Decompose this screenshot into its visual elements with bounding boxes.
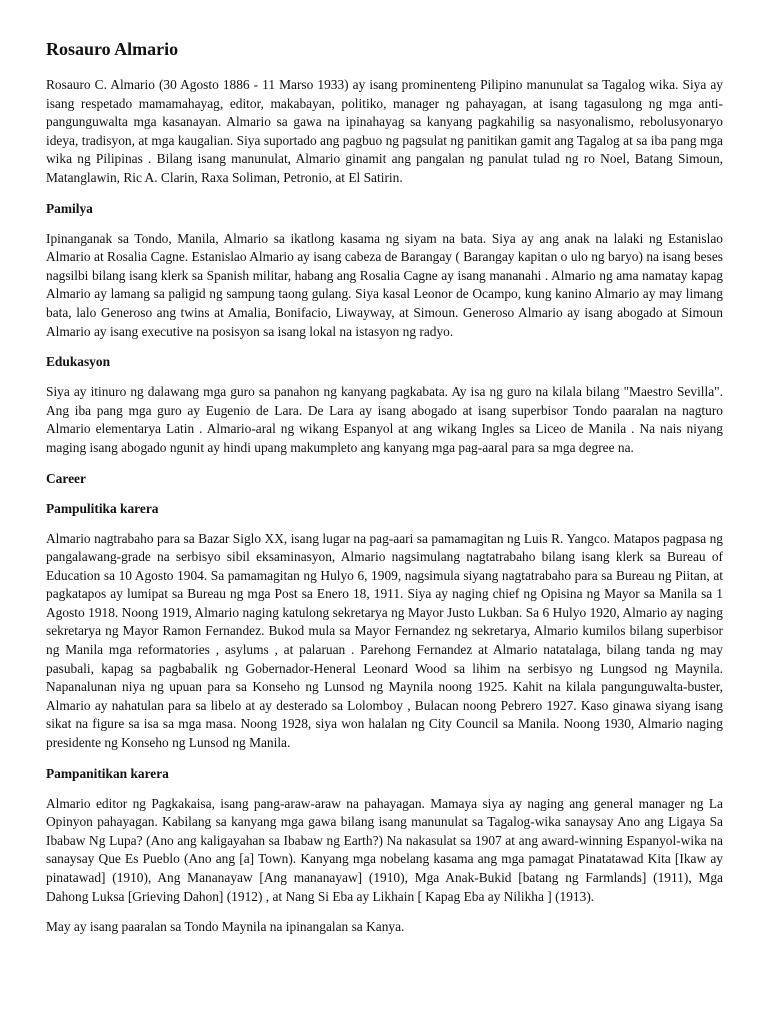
- closing-paragraph: May ay isang paaralan sa Tondo Maynila na ipinangalan sa Kanya.: [46, 919, 405, 935]
- section-heading-pamilya: Pamilya: [46, 200, 93, 216]
- section-heading-pampanitikan-karera: Pampanitikan karera: [46, 765, 169, 781]
- pampulitika-karera-paragraph: Almario nagtrabaho para sa Bazar Siglo XX, isang lugar na pag-aari sa pamamagitan ng Luis R. Yangco. Matapos pagpasa ng pangalawang-grade na serbisyo sibil eksaminasyon, Almario nagsimulang nagtatrabaho bilang isang klerk sa Bureau of Education sa 10 Agosto 1904. Sa pamamagitan ng Hulyo 6, 1909, nagsimula siyang nagtatrabaho para sa Bureau ng Piitan, at pagkatapos ay lumipat sa Bureau ng mga Post sa Enero 18, 1911. Siya ay naging chief ng Opisina ng Mayor sa Manila sa 1 Agosto 1918. Noong 1919, Almario naging katulong sekretarya ng Mayor Justo Lukban. Sa 6 Hulyo 1920, Almario ay naging sekretarya ng Mayor Ramon Fernandez. Bukod mula sa Mayor Fernandez ng sekretarya, Almario kumilos bilang superbisor ng Manila mga reformatories , asylums , at palaruan . Parehong Fernandez at Almario natatalaga, bilang tanda ng may pasubali, kapag sa pagbabalik ng Gobernador-Heneral Leonard Wood sa lihim na serbisyo ng Lungsod ng Maynila. Napanalunan niya ng upuan para sa Konseho ng Lunsod ng Maynila noong 1925. Kahit na kilala pangunguwalta-buster, Almario ay nahatulan para sa libelo at ay desterado sa Lolomboy , Bulacan noong Pebrero 1927. Kaso ginawa siyang isang sikat na figure sa isa sa mga masa. Noong 1928, siya won halalan ng City Council sa Manila. Noong 1930, Almario naging presidente ng Konseho ng Lunsod ng Manila.: [46, 530, 723, 751]
- document-page: [46, 38, 723, 949]
- section-heading-pampulitika-karera: Pampulitika karera: [46, 500, 159, 516]
- document-title: Rosauro Almario: [46, 39, 179, 59]
- intro-paragraph: Rosauro C. Almario (30 Agosto 1886 - 11 Marso 1933) ay isang prominenteng Pilipino manunulat sa Tagalog wika. Siya ay isang respetado mamamahayag, editor, makabayan, politiko, manager ng pahayagan, at isang tagasulong ng mga anti-pangunguwalta mga kasanayan. Almario sa gawa na ipinahayag sa kanyang pagkahilig sa nasyonalismo, rebolusyonaryo ideya, tradisyon, at mga kaugalian. Siya suportado ang pagbuo ng pagsulat ng panitikan gamit ang Tagalog at sa iba pang mga wika ng Pilipinas . Bilang isang manunulat, Almario ginamit ang pangalan ng panulat tulad ng ro Noel, Batang Simoun, Matanglawin, Ric A. Clarin, Raxa Soliman, Petronio, at El Satirin.: [46, 77, 723, 185]
- edukasyon-paragraph: Siya ay itinuro ng dalawang mga guro sa panahon ng kanyang pagkabata. Ay isa ng guro na kilala bilang "Maestro Sevilla". Ang iba pang mga guro ay Eugenio de Lara. De Lara ay isang abogado at isang superbisor Tondo paaralan na nagturo Almario elementarya Latin . Almario-aral ng wikang Espanyol at ang wikang Ingles sa Liceo de Manila . Na nais niyang maging isang abogado ngunit ay hindi upang makumpleto ang kanyang mga pag-aaral para sa mga degree na.: [46, 384, 723, 455]
- section-heading-career: Career: [46, 470, 86, 486]
- pampanitikan-karera-paragraph: Almario editor ng Pagkakaisa, isang pang-araw-araw na pahayagan. Mamaya siya ay naging ang general manager ng La Opinyon pahayagan. Kabilang sa kanyang mga gawa bilang isang manunulat sa Tagalog-wika sanaysay Ano ang Ligaya Sa Ibabaw Ng Lupa? (Ano ang kaligayahan sa Ibabaw ng Earth?) Na nakasulat sa 1907 at ang award-winning Espanyol-wika na sanaysay Que Es Pueblo (Ano ang [a] Town). Kanyang mga nobelang kasama ang mga pamagat Pinatatawad Kita [Ikaw ay pinatawad] (1910), Ang Mananayaw [Ang mananayaw] (1910), Mga Anak-Bukid [batang ng Farmlands] (1911), Mga Dahong Luksa [Grieving Dahon] (1912) , at Nang Si Eba ay Likhain [ Kapag Eba ay Nilikha ] (1913).: [46, 795, 723, 904]
- section-heading-edukasyon: Edukasyon: [46, 354, 111, 370]
- pamilya-paragraph: Ipinanganak sa Tondo, Manila, Almario sa ikatlong kasama ng siyam na bata. Siya ay ang anak na lalaki ng Estanislao Almario at Rosalia Cagne. Estanislao Almario ay isang cabeza de Barangay ( Barangay kapitan o ulo ng baryo) na isang beses nagsilbi bilang isang klerk sa Spanish militar, habang ang Rosalia Cagne ay isang mananahi . Almario ng ama namatay kapag Almario ay lamang sa paligid ng sampung taong gulang. Siya kasal Leonor de Ocampo, kung kanino Almario ay may limang bata, lalo Generoso ang twins at Amalia, Bonifacio, Liwayway, at Simoun. Generoso Almario ay isang abogado at Simoun Almario ay isang executive na posisyon sa isang lokal na istasyon ng radyo.: [46, 230, 723, 339]
